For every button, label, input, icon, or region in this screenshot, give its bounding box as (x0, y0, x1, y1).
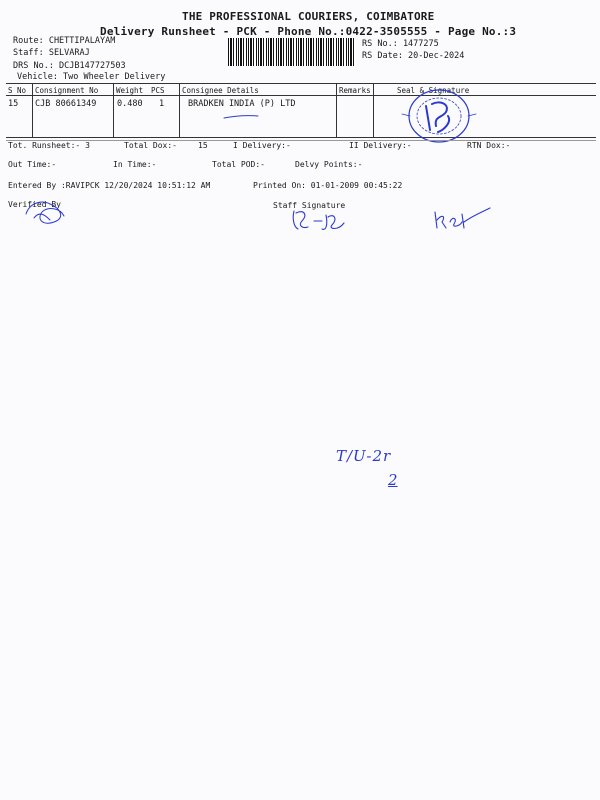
col-sno: S No (8, 86, 27, 95)
table-col-divider (32, 83, 33, 137)
entered-by: Entered By :RAVIPCK 12/20/2024 10:51:12 AM (8, 181, 211, 190)
staff-signature-label: Staff Signature (273, 201, 346, 210)
vehicle-label: Vehicle: Two Wheeler Delivery (17, 72, 166, 82)
in-time: In Time:- (113, 160, 157, 169)
ii-delivery: II Delivery:- (349, 141, 412, 150)
table-header-border (6, 95, 596, 96)
verified-by-label: Verified By (8, 200, 61, 209)
row-consignment: CJB 80661349 (35, 99, 97, 109)
table-top-border (6, 83, 596, 84)
handwritten-note: T/U-2r (336, 447, 392, 465)
col-pcs: PCS (151, 86, 165, 95)
tot-runsheet: Tot. Runsheet:- 3 (8, 141, 90, 150)
col-consignee: Consignee Details (182, 86, 259, 95)
row-pcs: 1 (159, 99, 165, 109)
table-bottom-border (6, 137, 596, 138)
col-seal: Seal & Signature (397, 86, 470, 95)
out-time: Out Time:- (8, 160, 57, 169)
handwritten-note-number: 2 (388, 471, 398, 489)
company-title: THE PROFESSIONAL COURIERS, COIMBATORE (182, 10, 435, 23)
col-consignment: Consignment No (35, 86, 99, 95)
runsheet-subtitle: Delivery Runsheet - PCK - Phone No.:0422-3505555 - Page No.:3 (100, 25, 517, 38)
rs-number: RS No.: 1477275 (362, 39, 439, 49)
pen-mark (222, 112, 262, 122)
table-col-divider (336, 83, 337, 137)
total-pod: Total POD:- (212, 160, 265, 169)
route-label: Route: CHETTIPALAYAM (13, 36, 116, 46)
col-remarks: Remarks (339, 86, 371, 95)
table-col-divider (113, 83, 114, 137)
total-dox-value: 15 (198, 141, 208, 150)
verifier-signature (20, 196, 80, 228)
drs-number: DRS No.: DCJB147727503 (13, 61, 126, 71)
total-dox-label: Total Dox:- (124, 141, 177, 150)
i-delivery: I Delivery:- (233, 141, 291, 150)
col-weight: Weight (116, 86, 144, 95)
delvy-points: Delvy Points:- (295, 160, 363, 169)
staff-label: Staff: SELVARAJ (13, 48, 90, 58)
rs-date: RS Date: 20-Dec-2024 (362, 51, 465, 61)
rtn-dox: RTN Dox:- (467, 141, 511, 150)
row-consignee: BRADKEN INDIA (P) LTD (188, 99, 296, 109)
printed-on: Printed On: 01-01-2009 00:45:22 (253, 181, 403, 190)
staff-signature (288, 205, 350, 235)
company-seal-stamp (400, 86, 478, 146)
table-col-divider (179, 83, 180, 137)
barcode (228, 38, 356, 66)
row-sno: 15 (8, 99, 19, 109)
row-weight: 0.480 (117, 99, 143, 109)
table-col-divider (373, 83, 374, 137)
handwritten-initials (432, 204, 492, 232)
